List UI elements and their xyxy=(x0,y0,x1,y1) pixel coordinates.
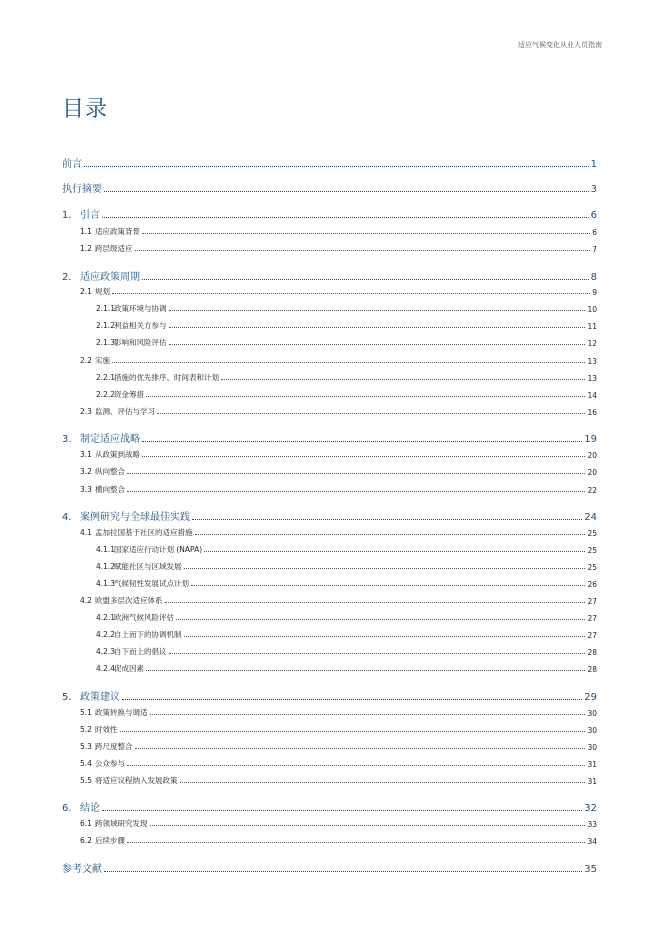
toc-entry[interactable] xyxy=(62,707,597,718)
toc-entry-title xyxy=(62,155,82,170)
toc-page-number: 25 xyxy=(587,546,597,555)
toc-entry-label: 政策环境与协调 xyxy=(114,304,167,313)
toc-entry-label: 适应政策背景 xyxy=(95,227,140,236)
toc-entry[interactable] xyxy=(62,741,597,752)
toc-leader-dots xyxy=(127,491,585,492)
toc-leader-dots xyxy=(127,842,585,843)
toc-entry[interactable] xyxy=(62,595,597,606)
toc-entry-label: 孟加拉国基于社区的适应措施 xyxy=(95,528,193,537)
toc-entry-title xyxy=(62,578,189,589)
toc-entry-label: 资金筹措 xyxy=(114,390,144,399)
toc-entry[interactable] xyxy=(62,544,597,555)
toc-entry[interactable] xyxy=(62,508,597,523)
toc-leader-dots xyxy=(191,585,585,586)
toc-entry-label: 国家适应行动计划 (NAPA) xyxy=(114,545,203,554)
toc-page-number: 25 xyxy=(587,563,597,572)
toc-page-number: 14 xyxy=(587,391,597,400)
toc-entry-number: 3.1 xyxy=(80,450,92,459)
toc-page-number: 16 xyxy=(587,408,597,417)
toc-entry-number: 5.3 xyxy=(80,742,92,751)
toc-entry-title xyxy=(62,449,140,460)
toc-leader-dots xyxy=(146,670,585,671)
toc-entry-title xyxy=(62,372,219,383)
toc-entry[interactable] xyxy=(62,612,597,623)
toc-entry-number: 4.2.2 xyxy=(96,630,116,639)
toc-entry[interactable] xyxy=(62,303,597,314)
toc-entry-label: 跨领域研究发现 xyxy=(95,819,148,828)
toc-page-number: 19 xyxy=(584,434,597,445)
toc-entry-title xyxy=(62,595,163,606)
toc-entry-title xyxy=(62,629,182,640)
toc-entry-title xyxy=(62,508,190,523)
toc-leader-dots xyxy=(84,166,589,167)
toc-entry-number: 5. xyxy=(62,692,72,703)
toc-entry[interactable] xyxy=(62,389,597,400)
toc-leader-dots xyxy=(142,233,590,234)
toc-page-number: 27 xyxy=(587,631,597,640)
toc-entry-title xyxy=(62,180,102,195)
toc-leader-dots xyxy=(142,441,582,442)
toc-leader-dots xyxy=(169,344,586,345)
toc-entry-number: 1.1 xyxy=(80,227,92,236)
toc-entry-label: 适应政策周期 xyxy=(80,272,140,283)
toc-entry[interactable] xyxy=(62,758,597,769)
toc-entry[interactable] xyxy=(62,372,597,383)
toc-entry-title xyxy=(62,243,133,254)
toc-entry-number: 5.4 xyxy=(80,759,92,768)
toc-leader-dots xyxy=(150,825,586,826)
toc-entry[interactable] xyxy=(62,688,597,703)
toc-leader-dots xyxy=(104,191,589,192)
toc-entry-title xyxy=(62,688,120,703)
toc-entry[interactable] xyxy=(62,818,597,829)
toc-entry-number: 2.2 xyxy=(80,356,92,365)
toc-leader-dots xyxy=(127,765,585,766)
toc-leader-dots xyxy=(102,810,582,811)
toc-entry-label: 引言 xyxy=(80,210,100,221)
toc-page-number: 28 xyxy=(587,665,597,674)
toc-page-number: 13 xyxy=(587,374,597,383)
toc-leader-dots xyxy=(146,396,585,397)
toc-entry-label: 自上而下的协调机制 xyxy=(114,630,182,639)
toc-entry-title xyxy=(62,818,148,829)
toc-entry[interactable] xyxy=(62,663,597,674)
toc-entry-number: 5.2 xyxy=(80,725,92,734)
toc-entry-label: 跨层级适应 xyxy=(95,244,133,253)
toc-leader-dots xyxy=(135,748,586,749)
toc-entry-label: 时效性 xyxy=(95,725,118,734)
toc-entry-number: 2.3 xyxy=(80,407,92,416)
toc-page-number: 31 xyxy=(587,777,597,786)
toc-entry[interactable] xyxy=(62,206,597,221)
toc-leader-dots xyxy=(112,362,585,363)
toc-page-number: 30 xyxy=(587,743,597,752)
toc-entry-number: 4.1.3 xyxy=(96,579,116,588)
toc-entry-number: 5.5 xyxy=(80,776,92,785)
toc-leader-dots xyxy=(221,379,585,380)
toc-leader-dots xyxy=(127,473,585,474)
toc-entry[interactable] xyxy=(62,775,597,786)
toc-entry[interactable] xyxy=(62,155,597,170)
toc-leader-dots xyxy=(184,568,586,569)
toc-entry[interactable] xyxy=(62,243,597,254)
toc-entry-number: 2. xyxy=(62,272,72,283)
toc-entry-label: 欧洲气候风险评估 xyxy=(114,613,174,622)
toc-page-number: 20 xyxy=(587,451,597,460)
toc-entry-number: 2.1.2 xyxy=(96,321,116,330)
toc-entry-number: 2.1.3 xyxy=(96,338,116,347)
toc-leader-dots xyxy=(169,310,586,311)
toc-entry[interactable] xyxy=(62,561,597,572)
toc-entry-number: 4.1.1 xyxy=(96,545,116,554)
toc-page-number: 13 xyxy=(587,357,597,366)
toc-leader-dots xyxy=(157,413,585,414)
toc-entry[interactable] xyxy=(62,430,597,445)
toc-entry[interactable] xyxy=(62,320,597,331)
toc-entry-label: 案例研究与全球最佳实践 xyxy=(80,512,190,523)
toc-entry[interactable] xyxy=(62,337,597,348)
toc-leader-dots xyxy=(169,327,586,328)
toc-page-number: 31 xyxy=(587,760,597,769)
toc-entry-number: 6.2 xyxy=(80,836,92,845)
toc-entry-number: 2.1.1 xyxy=(96,304,116,313)
toc-entry-label: 结论 xyxy=(80,803,100,814)
toc-entry[interactable] xyxy=(62,724,597,735)
toc-leader-dots xyxy=(104,871,582,872)
toc-entry-title xyxy=(62,268,140,283)
toc-page-number: 35 xyxy=(584,864,597,875)
toc-entry-number: 1.2 xyxy=(80,244,92,253)
toc-entry-label: 实施 xyxy=(95,356,110,365)
toc-entry-number: 6.1 xyxy=(80,819,92,828)
toc-entry-number: 6. xyxy=(62,803,72,814)
toc-entry-number: 1. xyxy=(62,210,72,221)
toc-entry-label: 监测、评估与学习 xyxy=(95,407,155,416)
toc-page-number: 7 xyxy=(592,245,597,254)
toc-page-number: 1 xyxy=(590,159,597,170)
toc-page-number: 10 xyxy=(587,305,597,314)
toc-entry-title xyxy=(62,775,178,786)
toc-entry-title xyxy=(62,612,174,623)
toc-entry-title xyxy=(62,466,125,477)
toc-entry[interactable] xyxy=(62,286,597,297)
toc-entry[interactable] xyxy=(62,578,597,589)
toc-entry[interactable] xyxy=(62,835,597,846)
toc-leader-dots xyxy=(142,456,585,457)
toc-entry-label: 欧盟多层次适应体系 xyxy=(95,596,163,605)
toc-entry-title xyxy=(62,835,125,846)
toc-entry-label: 利益相关方参与 xyxy=(114,321,167,330)
toc-entry[interactable] xyxy=(62,646,597,657)
toc-leader-dots xyxy=(180,782,586,783)
toc-entry-title xyxy=(62,286,110,297)
toc-entry-number: 2.2.2 xyxy=(96,390,116,399)
toc-entry-label: 规划 xyxy=(95,287,110,296)
toc-page-number: 24 xyxy=(584,512,597,523)
toc-entry-number: 3.2 xyxy=(80,467,92,476)
toc-page-number: 27 xyxy=(587,597,597,606)
toc-page-number: 6 xyxy=(592,228,597,237)
toc-page-number: 32 xyxy=(584,803,597,814)
running-header: 适应气候变化从业人员指南 xyxy=(518,41,602,49)
toc-entry-title xyxy=(62,430,140,445)
toc-entry-number: 2.2.1 xyxy=(96,373,116,382)
toc-entry-label: 政策建议 xyxy=(80,692,120,703)
toc-entry-label: 政策转换与调适 xyxy=(95,708,148,717)
toc-entry-title xyxy=(62,707,148,718)
toc-entry-label: 措施的优先排序、时间表和计划 xyxy=(114,373,219,382)
toc-entry-title xyxy=(62,741,133,752)
toc-entry-title xyxy=(62,724,118,735)
toc-leader-dots xyxy=(176,619,585,620)
toc-leader-dots xyxy=(112,293,590,294)
toc-entry-number: 4. xyxy=(62,512,72,523)
toc-page-number: 9 xyxy=(592,288,597,297)
toc-leader-dots xyxy=(120,731,586,732)
toc-leader-dots xyxy=(135,250,591,251)
toc-entry[interactable] xyxy=(62,527,597,538)
toc-entry-label: 参考文献 xyxy=(62,864,102,875)
toc-entry-title xyxy=(62,406,155,417)
toc-entry-title xyxy=(62,355,110,366)
toc-entry-label: 气候韧性发展试点计划 xyxy=(114,579,189,588)
toc-entry-title xyxy=(62,226,140,237)
toc-entry-title xyxy=(62,646,167,657)
toc-entry-number: 2.1 xyxy=(80,287,92,296)
toc-entry-title xyxy=(62,799,100,814)
toc-entry-label: 将适应议程纳入发展政策 xyxy=(95,776,178,785)
toc-entry[interactable] xyxy=(62,406,597,417)
toc-leader-dots xyxy=(192,519,582,520)
toc-entry-label: 执行摘要 xyxy=(62,184,102,195)
toc-entry[interactable] xyxy=(62,799,597,814)
toc-page-number: 8 xyxy=(590,272,597,283)
toc-leader-dots xyxy=(169,653,586,654)
toc-entry-label: 从政策到战略 xyxy=(95,450,140,459)
toc-leader-dots xyxy=(102,217,589,218)
toc-page-number: 25 xyxy=(587,529,597,538)
toc-page-number: 34 xyxy=(587,837,597,846)
toc-page-number: 26 xyxy=(587,580,597,589)
toc-entry-number: 4.2.1 xyxy=(96,613,116,622)
toc-entry-title xyxy=(62,561,182,572)
toc-entry[interactable] xyxy=(62,860,597,875)
toc-entry-label: 纵向整合 xyxy=(95,467,125,476)
toc-entry-number: 5.1 xyxy=(80,708,92,717)
toc-entry-title xyxy=(62,527,193,538)
toc-entry-label: 制定适应战略 xyxy=(80,434,140,445)
toc-page-number: 3 xyxy=(590,184,597,195)
toc-entry-title xyxy=(62,663,144,674)
toc-entry-label: 横向整合 xyxy=(95,485,125,494)
toc-page-number: 33 xyxy=(587,820,597,829)
toc-page-number: 27 xyxy=(587,614,597,623)
toc-page-number: 20 xyxy=(587,468,597,477)
toc-entry-title xyxy=(62,320,167,331)
toc-entry-label: 赋能社区与区域发展 xyxy=(114,562,182,571)
toc-entry-title xyxy=(62,484,125,495)
toc-entry[interactable] xyxy=(62,355,597,366)
toc-page-number: 29 xyxy=(584,692,597,703)
toc-entry-label: 后续步骤 xyxy=(95,836,125,845)
toc-leader-dots xyxy=(184,636,586,637)
toc-entry-label: 影响和风险评估 xyxy=(114,338,167,347)
toc-leader-dots xyxy=(204,551,585,552)
page-title: 目录 xyxy=(62,97,109,122)
toc-leader-dots xyxy=(195,534,586,535)
toc-page-number: 22 xyxy=(587,486,597,495)
toc-entry-label: 自下而上的倡议 xyxy=(114,647,167,656)
toc-entry-number: 4.2 xyxy=(80,596,92,605)
toc-entry-label: 跨尺度整合 xyxy=(95,742,133,751)
toc-entry[interactable] xyxy=(62,268,597,283)
toc-leader-dots xyxy=(150,714,586,715)
toc-entry[interactable] xyxy=(62,226,597,237)
toc-page-number: 6 xyxy=(590,210,597,221)
toc-page-number: 12 xyxy=(587,339,597,348)
toc-entry-title xyxy=(62,337,167,348)
toc-entry-title xyxy=(62,544,202,555)
toc-entry[interactable] xyxy=(62,484,597,495)
toc-entry-number: 4.1 xyxy=(80,528,92,537)
toc-entry-title xyxy=(62,389,144,400)
toc-entry[interactable] xyxy=(62,449,597,460)
toc-entry-title xyxy=(62,303,167,314)
toc-entry-number: 4.1.2 xyxy=(96,562,116,571)
toc-entry-number: 3. xyxy=(62,434,72,445)
toc-entry-number: 4.2.4 xyxy=(96,664,116,673)
toc-page-number: 11 xyxy=(587,322,597,331)
toc-page-number: 28 xyxy=(587,648,597,657)
toc-entry-label: 公众参与 xyxy=(95,759,125,768)
toc-leader-dots xyxy=(165,602,586,603)
toc-entry-title xyxy=(62,206,100,221)
toc-entry-title xyxy=(62,860,102,875)
toc-entry-label: 前言 xyxy=(62,159,82,170)
toc-entry[interactable] xyxy=(62,180,597,195)
toc-leader-dots xyxy=(122,699,582,700)
toc-entry[interactable] xyxy=(62,466,597,477)
toc-leader-dots xyxy=(142,279,589,280)
toc-entry-label: 促成因素 xyxy=(114,664,144,673)
toc-entry-number: 4.2.3 xyxy=(96,647,116,656)
toc-entry[interactable] xyxy=(62,629,597,640)
toc-entry-number: 3.3 xyxy=(80,485,92,494)
toc-entry-title xyxy=(62,758,125,769)
toc-page-number: 30 xyxy=(587,709,597,718)
toc-page-number: 30 xyxy=(587,726,597,735)
